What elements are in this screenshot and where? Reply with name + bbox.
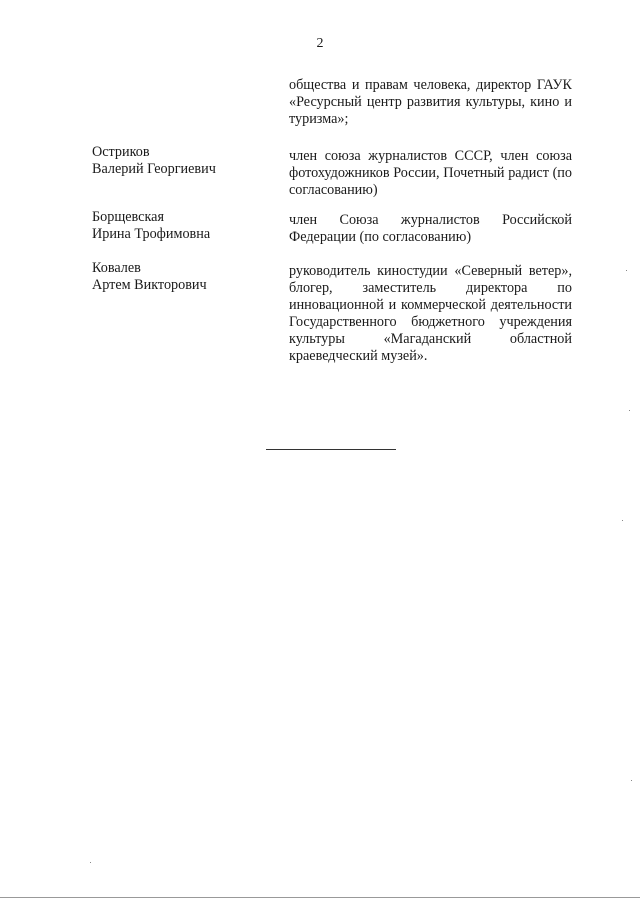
- scan-speck: [631, 780, 632, 781]
- scan-speck: [626, 270, 627, 271]
- member-given-names: Артем Викторович: [92, 276, 207, 293]
- member-role: член Союза журналистов Российской Федерации (по согласованию): [289, 212, 572, 245]
- member-surname: Борщевская: [92, 209, 164, 225]
- member-given-names: Ирина Трофимовна: [92, 225, 211, 242]
- scan-edge: [0, 897, 640, 898]
- closing-divider: [266, 449, 396, 450]
- member-name: [92, 144, 277, 177]
- member-role: член союза журналистов СССР, член союза фотохудожников России, Почетный радист (по согласованию): [289, 148, 572, 198]
- member-role: руководитель киностудии «Северный ветер», блогер, заместитель директора по инновационной и коммерческой деятельности Государственного бюджетного учреждения культуры «Магаданский областной краеведческий музей».: [289, 263, 572, 364]
- scan-speck: [622, 520, 623, 521]
- member-name: [92, 209, 277, 242]
- scan-speck: [90, 862, 91, 863]
- page-number: 2: [316, 36, 324, 51]
- member-given-names: Валерий Георгиевич: [92, 160, 216, 177]
- member-surname: Остриков: [92, 144, 150, 160]
- scan-speck: [629, 410, 630, 411]
- member-surname: Ковалев: [92, 260, 141, 276]
- member-name: [92, 260, 277, 293]
- member-role-continuation: общества и правам человека, директор ГАУК «Ресурсный центр развития культуры, кино и туризма»;: [289, 77, 572, 127]
